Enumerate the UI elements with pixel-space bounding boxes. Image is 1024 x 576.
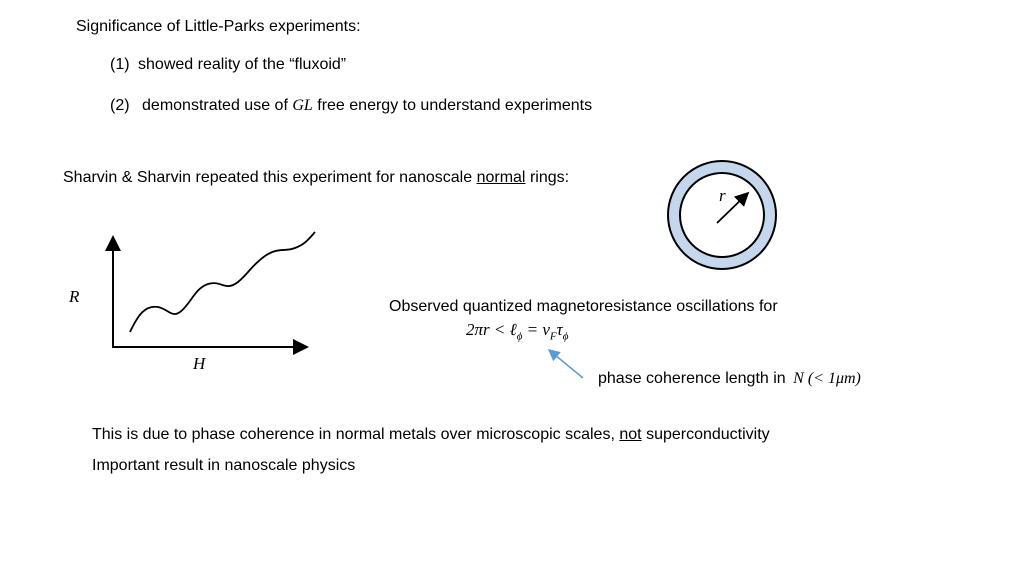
- conclusion-text-post: superconductivity: [646, 426, 770, 443]
- sharvin-text-post: rings:: [529, 169, 570, 186]
- sharvin-normal-underlined: normal: [476, 169, 526, 186]
- item-2-math-gl: GL: [292, 97, 313, 114]
- ring-diagram: [668, 161, 776, 269]
- item-2-number: (2): [110, 97, 130, 114]
- slide-title: Significance of Little-Parks experiments:: [76, 18, 361, 35]
- equation-sub-phi-2: ϕ: [562, 330, 569, 343]
- equation-lhs: 2πr < ℓ: [466, 320, 517, 339]
- equation-sub-phi-1: ϕ: [516, 330, 523, 343]
- equation-vf: = v: [522, 320, 550, 339]
- coherence-pointer-arrow: [549, 350, 583, 378]
- sharvin-text-pre: Sharvin & Sharvin repeated this experiment for nanoscale: [63, 169, 473, 186]
- item-1-text: showed reality of the “fluxoid”: [138, 56, 347, 73]
- item-2-text-post: free energy to understand experiments: [317, 97, 593, 114]
- important-result: Important result in nanoscale physics: [92, 457, 356, 474]
- item-1-number: (1): [110, 56, 130, 73]
- equation-tau: τ: [556, 320, 563, 339]
- coherence-text: phase coherence length in: [598, 370, 786, 387]
- observed-text: Observed quantized magnetoresistance oscillations for: [389, 298, 778, 315]
- radius-label: r: [719, 186, 726, 205]
- x-axis-label: H: [193, 354, 206, 373]
- resistance-curve: [130, 232, 315, 332]
- resistance-graph: [68, 232, 315, 373]
- equation-sub-f: F: [549, 330, 557, 343]
- item-2-text-pre: demonstrated use of: [142, 97, 288, 114]
- conclusion-text-pre: This is due to phase coherence in normal metals over microscopic scales,: [92, 426, 615, 443]
- y-axis-label: R: [69, 287, 80, 306]
- coherence-math: N (< 1μm): [793, 370, 861, 387]
- conclusion-not-underlined: not: [619, 426, 642, 443]
